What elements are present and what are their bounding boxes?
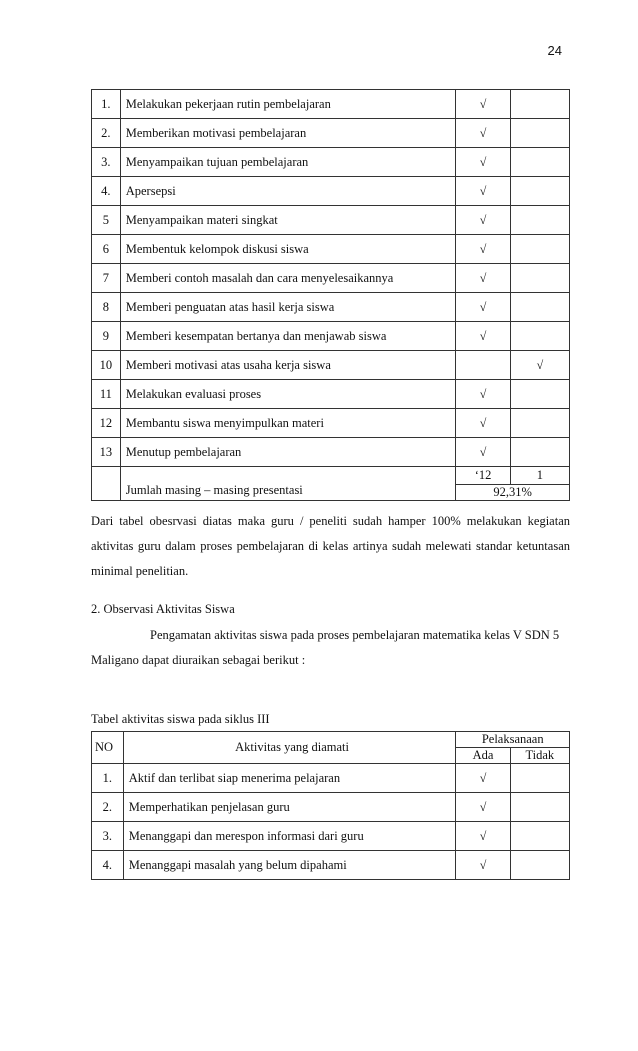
row-check-ada: √ [456, 235, 510, 264]
row-check-tidak [510, 293, 569, 322]
table-row [92, 793, 570, 822]
row-activity: Menyampaikan tujuan pembelajaran [120, 148, 456, 177]
row-check-tidak [510, 90, 569, 119]
table-row [92, 293, 570, 322]
total-percent: 92,31% [456, 485, 570, 501]
table-row [92, 380, 570, 409]
row-check-ada: √ [456, 409, 510, 438]
page-number: 24 [547, 43, 562, 58]
table-row [92, 264, 570, 293]
paragraph-intro-line1: Pengamatan aktivitas siswa pada proses pembelajaran matematika kelas V SDN 5 [150, 628, 560, 642]
row-check-tidak [510, 206, 569, 235]
student-activity-table-body [92, 764, 570, 880]
header-activity: Aktivitas yang diamati [123, 732, 456, 764]
row-number: 5 [92, 206, 121, 235]
row-check-ada: √ [456, 293, 510, 322]
row-check-tidak [510, 148, 569, 177]
student-activity-table [91, 731, 570, 880]
row-number: 2. [92, 119, 121, 148]
row-check-tidak [510, 235, 569, 264]
table-row [92, 764, 570, 793]
table-row [92, 851, 570, 880]
table-row [92, 119, 570, 148]
row-number: 12 [92, 409, 121, 438]
table2-header-row [92, 732, 570, 748]
header-ada: Ada [456, 748, 510, 764]
table-row [92, 409, 570, 438]
row-activity: Aktif dan terlibat siap menerima pelajaran [123, 764, 456, 793]
row-check-tidak [510, 409, 569, 438]
row-check-ada: √ [456, 851, 510, 880]
row-check-ada: √ [456, 822, 510, 851]
row-activity: Memberi penguatan atas hasil kerja siswa [120, 293, 456, 322]
total-no-cell [92, 467, 121, 501]
table-row [92, 351, 570, 380]
row-number: 3. [92, 822, 124, 851]
row-check-tidak [510, 119, 569, 148]
row-number: 4. [92, 177, 121, 206]
row-activity: Memberi kesempatan bertanya dan menjawab siswa [120, 322, 456, 351]
row-check-tidak [510, 380, 569, 409]
row-check-tidak [510, 264, 569, 293]
table-row [92, 206, 570, 235]
table-row [92, 235, 570, 264]
row-activity: Membentuk kelompok diskusi siswa [120, 235, 456, 264]
row-number: 10 [92, 351, 121, 380]
teacher-activity-table [91, 89, 570, 501]
row-check-ada: √ [456, 119, 510, 148]
row-number: 2. [92, 793, 124, 822]
table-row [92, 438, 570, 467]
row-number: 9 [92, 322, 121, 351]
row-check-ada: √ [456, 322, 510, 351]
row-check-ada: √ [456, 764, 510, 793]
row-check-tidak [510, 177, 569, 206]
row-check-ada: √ [456, 90, 510, 119]
row-check-ada: √ [456, 438, 510, 467]
row-check-tidak [510, 438, 569, 467]
row-activity: Memberikan motivasi pembelajaran [120, 119, 456, 148]
row-activity: Membantu siswa menyimpulkan materi [120, 409, 456, 438]
paragraph-intro-line2: Maligano dapat diuraikan sebagai berikut : [91, 653, 306, 667]
table-row [92, 90, 570, 119]
total-tidak: 1 [510, 467, 569, 485]
row-check-ada [456, 351, 510, 380]
teacher-activity-table-body [92, 90, 570, 467]
total-ada: ‘12 [456, 467, 510, 485]
row-activity: Menanggapi masalah yang belum dipahami [123, 851, 456, 880]
row-number: 1. [92, 90, 121, 119]
total-label: Jumlah masing – masing presentasi [120, 467, 456, 501]
row-activity: Menyampaikan materi singkat [120, 206, 456, 235]
row-activity: Melakukan pekerjaan rutin pembelajaran [120, 90, 456, 119]
row-check-ada: √ [456, 380, 510, 409]
row-check-ada: √ [456, 793, 510, 822]
header-pelaksanaan: Pelaksanaan [456, 732, 570, 748]
table2-caption: Tabel aktivitas siswa pada siklus III [91, 712, 270, 726]
row-check-tidak: √ [510, 351, 569, 380]
row-check-ada: √ [456, 264, 510, 293]
table-total-row [92, 467, 570, 485]
row-number: 11 [92, 380, 121, 409]
row-check-tidak [510, 793, 569, 822]
row-number: 1. [92, 764, 124, 793]
header-no: NO [92, 732, 124, 764]
row-activity: Melakukan evaluasi proses [120, 380, 456, 409]
table-row [92, 322, 570, 351]
paragraph-conclusion: Dari tabel obesrvasi diatas maka guru / peneliti sudah hamper 100% melakukan kegiatan aktivitas guru dalam proses pembelajaran di kelas artinya sudah melewati standar ketuntasan minimal penelitian. [91, 514, 570, 578]
row-number: 3. [92, 148, 121, 177]
row-check-ada: √ [456, 177, 510, 206]
row-check-tidak [510, 851, 569, 880]
row-activity: Menutup pembelajaran [120, 438, 456, 467]
row-check-tidak [510, 322, 569, 351]
table-row [92, 148, 570, 177]
section-heading: 2. Observasi Aktivitas Siswa [91, 602, 235, 616]
row-check-ada: √ [456, 206, 510, 235]
row-activity: Menanggapi dan merespon informasi dari guru [123, 822, 456, 851]
row-check-ada: √ [456, 148, 510, 177]
row-activity: Memberi motivasi atas usaha kerja siswa [120, 351, 456, 380]
row-number: 4. [92, 851, 124, 880]
row-activity: Memberi contoh masalah dan cara menyelesaikannya [120, 264, 456, 293]
row-check-tidak [510, 764, 569, 793]
row-number: 7 [92, 264, 121, 293]
table-row [92, 822, 570, 851]
row-number: 13 [92, 438, 121, 467]
row-number: 6 [92, 235, 121, 264]
row-check-tidak [510, 822, 569, 851]
row-activity: Memperhatikan penjelasan guru [123, 793, 456, 822]
table-row [92, 177, 570, 206]
row-activity: Apersepsi [120, 177, 456, 206]
row-number: 8 [92, 293, 121, 322]
header-tidak: Tidak [510, 748, 569, 764]
